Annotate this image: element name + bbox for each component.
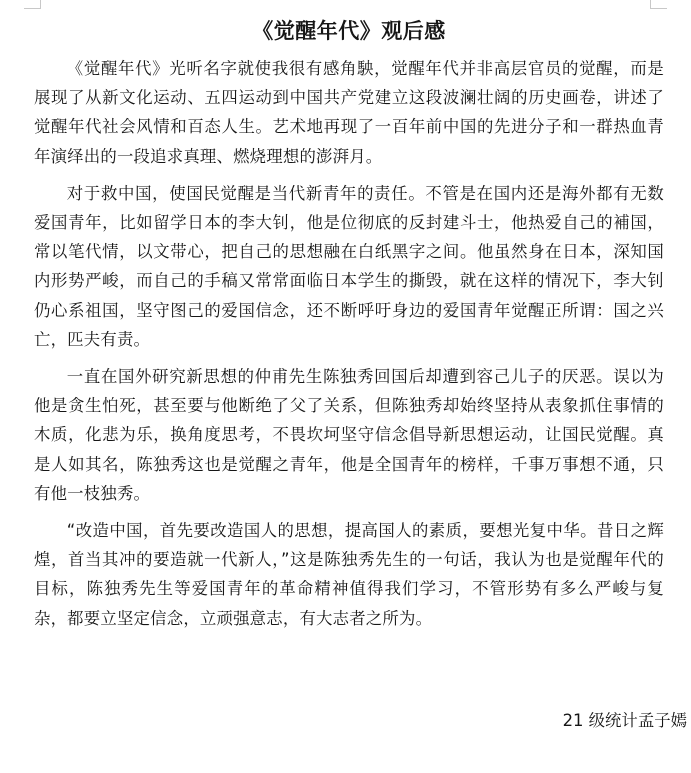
paragraph-3: 一直在国外研究新思想的仲甫先生陈独秀回国后却遭到容己儿子的厌恶。误以为他是贪生怕死，甚至要与他断绝了父了关系，但陈独秀却始终坚持从表象抓住事情的木质，化悲为乐，换角度思考，不畏坎坷坚守信念倡导新思想运动，让国民觉醒。真是人如其名，陈独秀这也是觉醒之青年，他是全国青年的榜样，千事万事想不通，只有他一枝独秀。: [34, 367, 664, 503]
document-title: 《觉醒年代》观后感: [252, 19, 446, 43]
author-signature: 21 级统计孟子嫣: [562, 711, 687, 730]
paragraph-4: “改造中国，首先要改造国人的思想，提高国人的素质，要想光复中华。昔日之辉煌，首当其冲的要造就一代新人，”这是陈独秀先生的一句话，我认为也是觉醒年代的目标，陈独秀先生等爱国青年的革命精神值得我们学习，不管形势有多么严峻与复杂，都要立坚定信念，立顽强意志，有大志者之所为。: [34, 521, 664, 628]
document-page: [34, 14, 664, 641]
paragraph-2: 对于救中国，使国民觉醒是当代新青年的责任。不管是在国内还是海外都有无数爱国青年，比如留学日本的李大钊，他是位彻底的反封建斗士，他热爱自己的補国，常以笔代情，以文带心，把自己的思想融在白纸黑字之间。他虽然身在日本，深知国内形势严峻，而自己的手稿又常常面临日本学生的撕毁，就在这样的情况下，李大钊仍心系祖国，坚守图己的爱国信念，还不断呼吁身边的爱国青年觉醒正所谓：国之兴亡，匹夫有责。: [34, 183, 664, 349]
paragraph-1: 《觉醒年代》光听名字就使我很有感角駚，觉醒年代并非高层官员的觉醒，而是展现了从新文化运动、五四运动到中国共产党建立这段波澜壮阔的历史画卷，讲述了觉醒年代社会风情和百态人生。艺术地再现了一百年前中国的先进分子和一群热血青年演绎出的一段追求真理、燃烧理想的澎湃月。: [34, 59, 664, 166]
page-corner-mark-right: [650, 0, 667, 9]
page-corner-mark-left: [24, 0, 41, 9]
